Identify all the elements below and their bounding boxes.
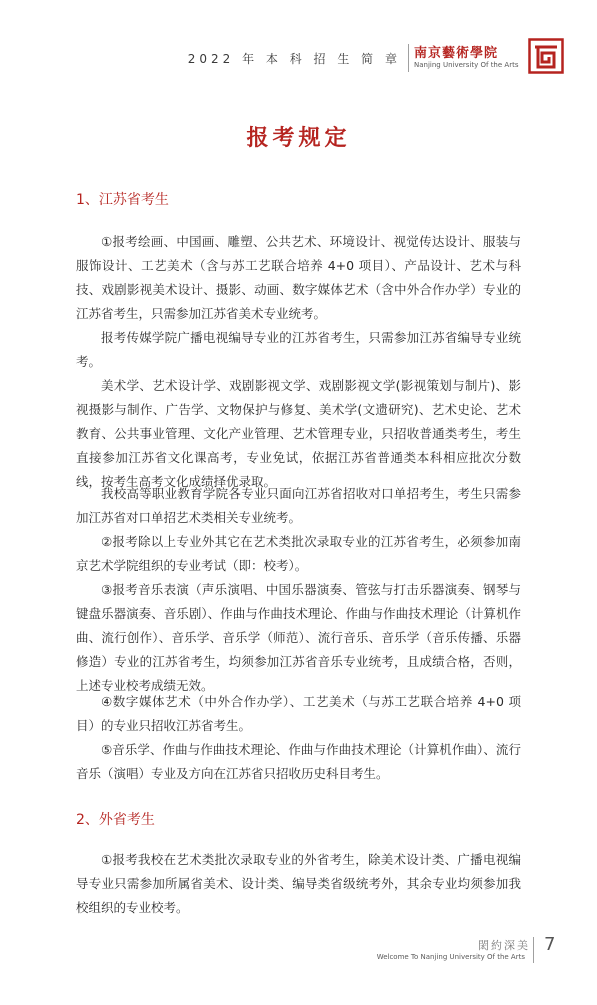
section-heading-other-provinces: 2、外省考生 bbox=[76, 812, 155, 828]
paragraph: ②报考除以上专业外其它在艺术类批次录取专业的江苏省考生，必须参加南京艺术学院组织的专业考试（即：校考）。 bbox=[76, 534, 521, 573]
header-divider bbox=[408, 44, 409, 72]
paragraph: 我校高等职业教育学院各专业只面向江苏省招收对口单招考生，考生只需参加江苏省对口单招艺术类相关专业统考。 bbox=[76, 486, 521, 525]
page-title: 报考规定 bbox=[246, 125, 351, 151]
paragraph: ①报考我校在艺术类批次录取专业的外省考生，除美术设计类、广播电视编导专业只需参加所属省美术、设计类、编导类省级统考外，其余专业均须参加我校组织的专业校考。 bbox=[76, 852, 521, 915]
footer-divider bbox=[533, 937, 534, 963]
section-heading-jiangsu: 1、江苏省考生 bbox=[76, 192, 169, 208]
footer-slogan: 閎約深美 bbox=[478, 939, 530, 952]
paragraph: ③报考音乐表演（声乐演唱、中国乐器演奏、管弦与打击乐器演奏、钢琴与键盘乐器演奏、音乐剧）、作曲与作曲技术理论、作曲与作曲技术理论（计算机作曲、流行创作）、音乐学、音乐学（师范）、流行音乐、音乐学（音乐传播、乐器修造）专业的江苏省考生，均须参加江苏省音乐专业统考，且成绩合格，否则，上述专业校考成绩无效。 bbox=[76, 582, 521, 693]
footer-welcome-text: Welcome To Nanjing University Of the Arts bbox=[376, 953, 525, 961]
university-name-en: Nanjing University Of the Arts bbox=[414, 61, 519, 69]
university-name-cn: 南京藝術學院 bbox=[414, 46, 499, 61]
document-title: 2022 年 本 科 招 生 简 章 bbox=[187, 52, 401, 66]
paragraph: 报考传媒学院广播电视编导专业的江苏省考生，只需参加江苏省编导专业统考。 bbox=[76, 330, 521, 369]
paragraph: ⑤音乐学、作曲与作曲技术理论、作曲与作曲技术理论（计算机作曲）、流行音乐（演唱）专业及方向在江苏省只招收历史科目考生。 bbox=[76, 742, 521, 781]
paragraph: ①报考绘画、中国画、雕塑、公共艺术、环境设计、视觉传达设计、服装与服饰设计、工艺美术（含与苏工艺联合培养 4+0 项目）、产品设计、艺术与科技、戏剧影视美术设计、摄影、动画、数字媒体艺术（含中外合作办学）专业的江苏省考生，只需参加江苏省美术专业统考。 bbox=[76, 234, 521, 321]
paragraph: ④数字媒体艺术（中外合作办学）、工艺美术（与苏工艺联合培养 4+0 项目）的专业只招收江苏省考生。 bbox=[76, 694, 521, 733]
paragraph: 美术学、艺术设计学、戏剧影视文学、戏剧影视文学(影视策划与制片)、影视摄影与制作、广告学、文物保护与修复、美术学(文遗研究)、艺术史论、艺术教育、公共事业管理、文化产业管理、艺术管理专业，只招收普通类考生，考生直接参加江苏省文化课高考，专业免试，依据江苏省普通类本科相应批次分数线，按考生高考文化成绩择优录取。 bbox=[76, 378, 521, 489]
page-number: 7 bbox=[544, 934, 556, 955]
university-seal-icon bbox=[528, 38, 564, 74]
page-header bbox=[0, 0, 597, 80]
